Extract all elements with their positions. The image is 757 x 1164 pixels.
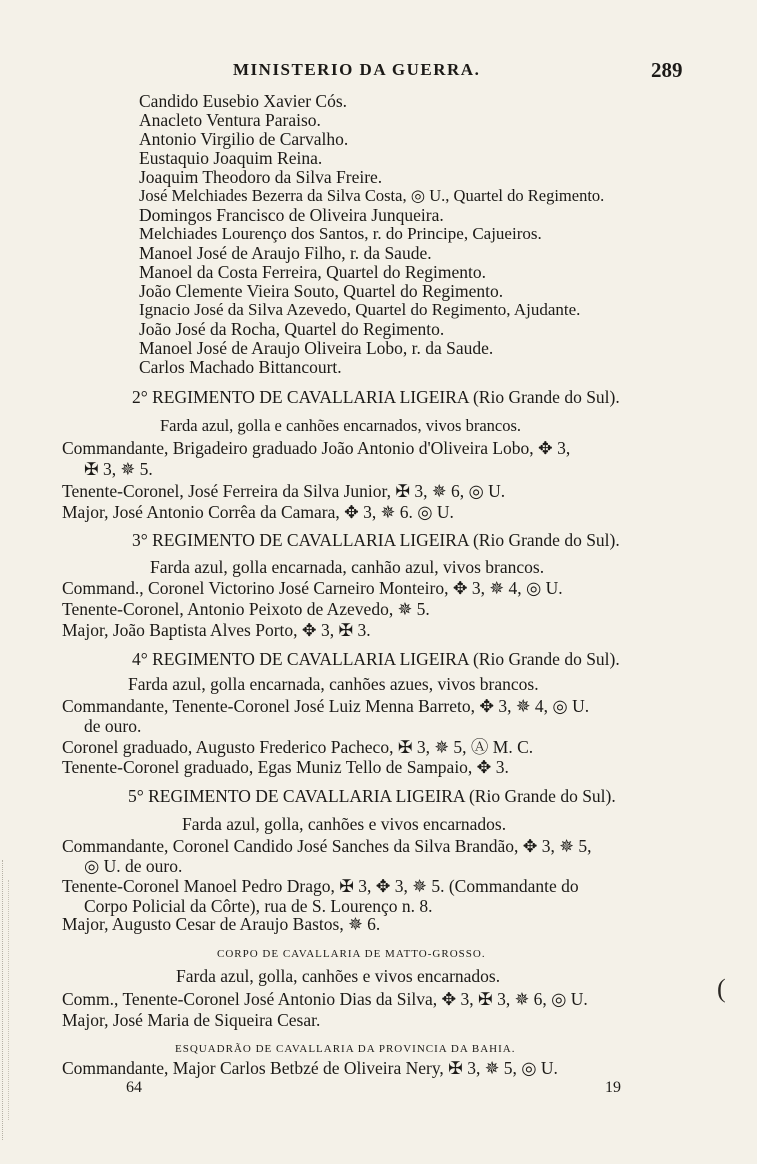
officer-line: Major, José Maria de Siqueira Cesar. — [62, 1010, 321, 1030]
officer-line: Comm., Tenente-Coronel José Antonio Dias da Silva, ✥ 3, ✠ 3, ✵ 6, ◎ U. — [62, 989, 588, 1009]
officer-line: Commandante, Coronel Candido José Sanches da Silva Brandão, ✥ 3, ✵ 5, — [62, 836, 592, 856]
uniform-description: Farda azul, golla encarnada, canhões azues, vivos brancos. — [128, 674, 539, 694]
section-heading: ESQUADRÃO DE CAVALLARIA DA PROVINCIA DA BAHIA. — [175, 1043, 516, 1055]
roster-line: Melchiades Lourenço dos Santos, r. do Principe, Cajueiros. — [139, 224, 542, 243]
officer-line: Commandante, Brigadeiro graduado João Antonio d'Oliveira Lobo, ✥ 3, — [62, 438, 571, 458]
officer-line: Tenente-Coronel, Antonio Peixoto de Azevedo, ✵ 5. — [62, 599, 430, 619]
officer-line: Tenente-Coronel Manoel Pedro Drago, ✠ 3, ✥ 3, ✵ 5. (Commandante do — [62, 876, 579, 896]
roster-line: Anacleto Ventura Paraiso. — [139, 110, 321, 130]
uniform-description: Farda azul, golla, canhões e vivos encarnados. — [176, 966, 501, 986]
roster-line: João José da Rocha, Quartel do Regimento. — [139, 319, 445, 339]
roster-line: Carlos Machado Bittancourt. — [139, 357, 342, 377]
officer-line-continued: Corpo Policial da Côrte), rua de S. Lourenço n. 8. — [84, 896, 433, 916]
margin-bracket: ( — [717, 974, 726, 1003]
roster-line: Eustaquio Joaquim Reina. — [139, 148, 323, 168]
roster-line: Joaquim Theodoro da Silva Freire. — [139, 167, 383, 187]
roster-line: Ignacio José da Silva Azevedo, Quartel do Regimento, Ajudante. — [139, 300, 581, 319]
signature-mark-right: 19 — [605, 1079, 621, 1096]
roster-line: Manoel da Costa Ferreira, Quartel do Regimento. — [139, 262, 486, 282]
uniform-description: Farda azul, golla, canhões e vivos encarnados. — [182, 814, 507, 834]
officer-line-continued: de ouro. — [84, 716, 142, 736]
section-heading: 2° REGIMENTO DE CAVALLARIA LIGEIRA (Rio Grande do Sul). — [132, 387, 620, 407]
section-heading: 3° REGIMENTO DE CAVALLARIA LIGEIRA (Rio Grande do Sul). — [132, 530, 620, 550]
roster-line: João Clemente Vieira Souto, Quartel do Regimento. — [139, 281, 504, 301]
officer-line: Coronel graduado, Augusto Frederico Pacheco, ✠ 3, ✵ 5, Ⓐ M. C. — [62, 737, 534, 757]
officer-line: Major, José Antonio Corrêa da Camara, ✥ 3, ✵ 6. ◎ U. — [62, 502, 454, 522]
section-heading: 5° REGIMENTO DE CAVALLARIA LIGEIRA (Rio Grande do Sul). — [128, 786, 616, 806]
margin-stain — [8, 880, 15, 1120]
roster-line: Antonio Virgilio de Carvalho. — [139, 129, 349, 149]
roster-line: Candido Eusebio Xavier Cós. — [139, 91, 348, 111]
signature-mark-left: 64 — [126, 1079, 142, 1096]
uniform-description: Farda azul, golla e canhões encarnados, vivos brancos. — [160, 416, 522, 435]
running-title: MINISTERIO DA GUERRA. — [233, 60, 481, 79]
officer-line: Tenente-Coronel, José Ferreira da Silva Junior, ✠ 3, ✵ 6, ◎ U. — [62, 481, 506, 501]
page-header — [0, 58, 757, 88]
uniform-description: Farda azul, golla encarnada, canhão azul, vivos brancos. — [150, 557, 545, 577]
roster-line: José Melchiades Bezerra da Silva Costa, ◎ U., Quartel do Regimento. — [139, 186, 605, 205]
officer-line: Major, Augusto Cesar de Araujo Bastos, ✵ 6. — [62, 914, 381, 934]
officer-line: Major, João Baptista Alves Porto, ✥ 3, ✠ 3. — [62, 620, 371, 640]
officer-line: Tenente-Coronel graduado, Egas Muniz Tello de Sampaio, ✥ 3. — [62, 757, 509, 777]
page-number: 289 — [651, 58, 683, 82]
roster-line: Domingos Francisco de Oliveira Junqueira. — [139, 205, 444, 225]
roster-line: Manoel José de Araujo Filho, r. da Saude. — [139, 243, 432, 263]
officer-line-continued: ✠ 3, ✵ 5. — [84, 459, 153, 479]
officer-line-continued: ◎ U. de ouro. — [84, 856, 183, 876]
section-heading: 4° REGIMENTO DE CAVALLARIA LIGEIRA (Rio Grande do Sul). — [132, 649, 620, 669]
section-heading: CORPO DE CAVALLARIA DE MATTO-GROSSO. — [217, 948, 486, 960]
officer-line: Command., Coronel Victorino José Carneiro Monteiro, ✥ 3, ✵ 4, ◎ U. — [62, 578, 563, 598]
roster-line: Manoel José de Araujo Oliveira Lobo, r. da Saude. — [139, 338, 494, 358]
officer-line: Commandante, Major Carlos Betbzé de Oliveira Nery, ✠ 3, ✵ 5, ◎ U. — [62, 1058, 558, 1078]
officer-line: Commandante, Tenente-Coronel José Luiz Menna Barreto, ✥ 3, ✵ 4, ◎ U. — [62, 696, 590, 716]
